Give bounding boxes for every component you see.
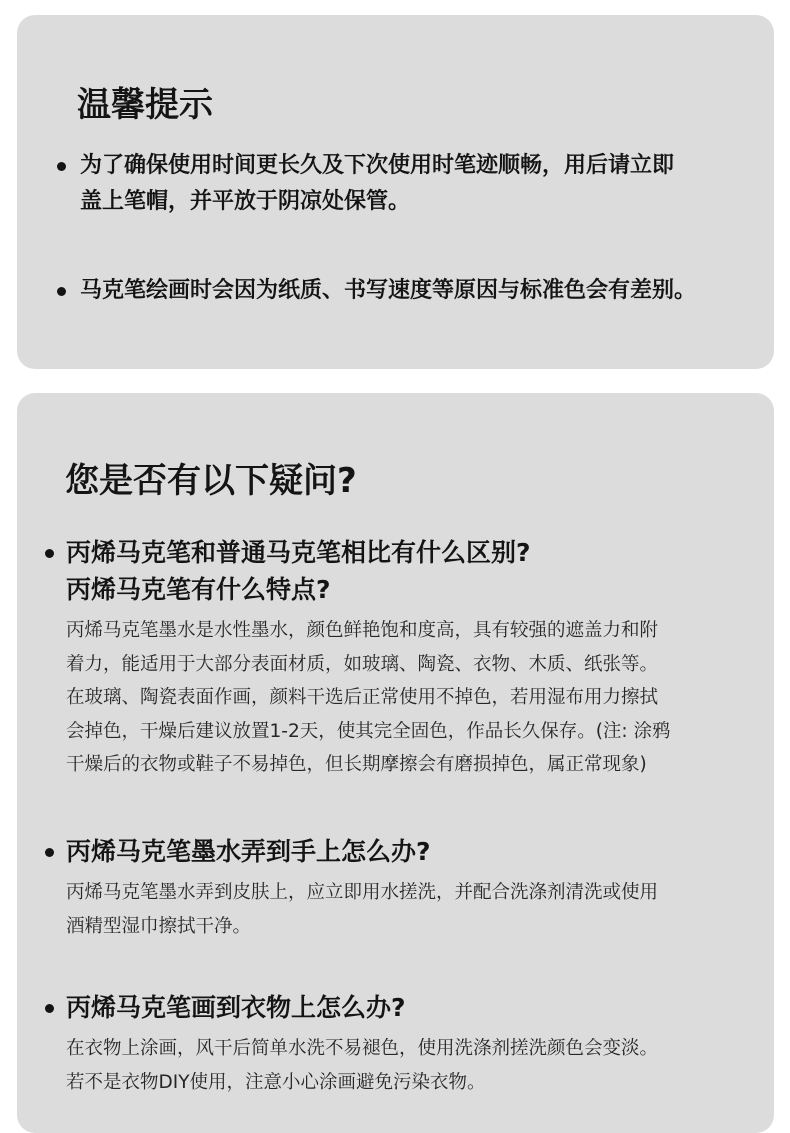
question-line: 丙烯马克笔画到衣物上怎么办?	[66, 993, 406, 1022]
tips-title: 温馨提示	[77, 85, 213, 125]
tip-item	[57, 273, 740, 309]
bullet-icon	[57, 162, 66, 171]
faq-card	[17, 393, 774, 1133]
tip-line: 为了确保使用时间更长久及下次使用时笔迹顺畅，用后请立即	[80, 153, 675, 178]
answer-line: 干燥后的衣物或鞋子不易掉色，但长期摩擦会有磨损掉色，属正常现象)	[66, 754, 647, 775]
faq-question	[45, 833, 726, 870]
question-line: 丙烯马克笔有什么特点?	[66, 575, 331, 604]
bullet-icon	[45, 1004, 54, 1013]
answer-line: 丙烯马克笔墨水弄到皮肤上，应立即用水搓洗，并配合洗涤剂清洗或使用	[66, 882, 659, 903]
question-line: 丙烯马克笔和普通马克笔相比有什么区别?	[66, 538, 531, 567]
faq-answer	[66, 876, 726, 943]
answer-line: 若不是衣物DIY使用，注意小心涂画避免污染衣物。	[66, 1071, 486, 1093]
faq-title: 您是否有以下疑问?	[65, 461, 357, 501]
tip-text	[80, 148, 740, 220]
tip-item	[57, 148, 740, 220]
bullet-icon	[45, 549, 54, 558]
faq-answer	[66, 1032, 726, 1099]
tip-text	[80, 273, 740, 309]
faq-item	[45, 989, 726, 1099]
answer-line: 着力，能适用于大部分表面材质，如玻璃、陶瓷、衣物、木质、纸张等。	[66, 653, 659, 675]
answer-line: 在衣物上涂画，风干后简单水洗不易褪色，使用洗涤剂搓洗颜色会变淡。	[66, 1038, 659, 1059]
faq-item	[45, 833, 726, 943]
tip-line: 盖上笔帽，并平放于阴凉处保管。	[80, 189, 411, 214]
answer-line: 在玻璃、陶瓷表面作画，颜料干选后正常使用不掉色，若用湿布用力擦拭	[66, 687, 659, 708]
faq-question	[45, 534, 726, 608]
tips-card	[17, 15, 774, 369]
answer-line: 丙烯马克笔墨水是水性墨水，颜色鲜艳饱和度高，具有较强的遮盖力和附	[66, 620, 659, 641]
tip-line: 马克笔绘画时会因为纸质、书写速度等原因与标准色会有差别。	[80, 278, 697, 303]
faq-question	[45, 989, 726, 1026]
answer-line: 会掉色，干燥后建议放置1-2天，使其完全固色，作品长久保存。(注: 涂鸦	[66, 720, 671, 742]
faq-item	[45, 534, 726, 782]
answer-line: 酒精型湿巾擦拭干净。	[66, 915, 252, 937]
question-line: 丙烯马克笔墨水弄到手上怎么办?	[66, 837, 431, 866]
faq-answer	[66, 614, 726, 782]
bullet-icon	[45, 848, 54, 857]
bullet-icon	[57, 287, 66, 296]
